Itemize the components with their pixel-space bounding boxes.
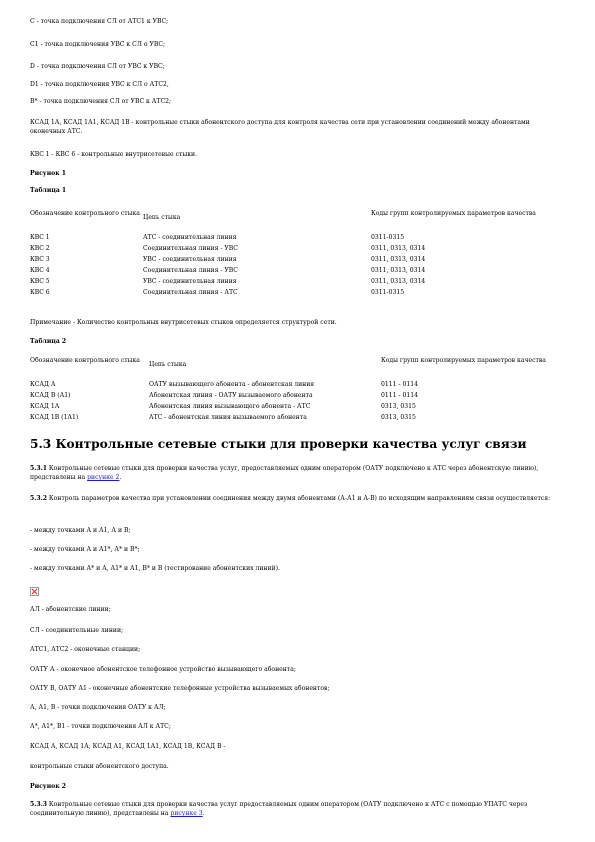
table-row <box>30 267 565 278</box>
table-cell: КВС 2 <box>30 245 50 252</box>
header-cell: Цепь стыка <box>149 361 187 368</box>
table-row <box>30 381 565 392</box>
table-row <box>30 289 565 300</box>
table-cell: КВС 4 <box>30 267 50 274</box>
broken-image-icon <box>30 587 39 596</box>
table-row <box>30 278 565 289</box>
figure-1-caption: Рисунок 1 <box>30 170 67 177</box>
bullet-item: - между точками А* и А, А1* и А1, В* и В (тестирование абонентских линий). <box>30 565 280 572</box>
table-cell: КВС 1 <box>30 234 50 241</box>
legend-item: АЛ - абонентские линии; <box>30 606 111 613</box>
table-cell: 0311, 0313, 0314 <box>371 256 426 263</box>
paragraph-text: Контрольные сетевые стыки для проверки качества услуг, предоставляемых одним оператором (ОАТУ подключено к АТС через абонентскую линию), представлены на <box>30 465 539 481</box>
table-cell: КСАД 1А <box>30 403 60 410</box>
table-cell: УВС - соединительная линия <box>143 278 237 285</box>
table-cell: Абонентская линия - ОАТУ вызываемого абонента <box>149 392 313 399</box>
paragraph-text: Контрольные сетевые стыки для проверки качества услуг предоставляемых одним оператором (ОАТУ подключено к АТС с помощью УПАТС через соединительную линию), представлены на <box>30 801 528 817</box>
point-b-text: B* - точка подключения СЛ от УВС к АТС2; <box>30 98 172 105</box>
paragraph-number: 5.3.2 <box>30 495 47 502</box>
point-d1-text: D1 - точка подключения УВС к СЛ о АТС2, <box>30 81 169 88</box>
paragraph-5-3-1 <box>30 464 565 482</box>
table-cell: КСАД А <box>30 381 56 388</box>
table-row <box>30 245 565 256</box>
table-cell: Абонентская линия вызывающего абонента - АТС <box>149 403 311 410</box>
legend-item: контрольные стыки абонентского доступа. <box>30 763 169 770</box>
table-cell: 0313, 0315 <box>381 403 416 410</box>
table-1-note: Примечание - Количество контрольных внутрисетевых стыков определяется структурой сети. <box>30 319 337 326</box>
point-c-text: С - точка подключения СЛ от АТС1 к УВС; <box>30 18 169 25</box>
table-2-caption: Таблица 2 <box>30 338 67 345</box>
table-cell: 0313, 0315 <box>381 414 416 421</box>
table-cell: АТС - абонентская линия вызываемого абонента <box>149 414 307 421</box>
table-cell: КСАД 1В (1А1) <box>30 414 79 421</box>
table-header-row <box>30 356 565 381</box>
table-cell: КСАД В (А1) <box>30 392 71 399</box>
table-1 <box>30 209 565 300</box>
paragraph-number: 5.3.1 <box>30 465 47 472</box>
point-d-text: D - точка подключения СЛ от УВС к УВС; <box>30 63 165 70</box>
table-header-row <box>30 209 565 234</box>
table-cell: Соединительная линия - УВС <box>143 267 238 274</box>
bullet-item: - между точками А и А1, А и В; <box>30 527 131 534</box>
table-cell: ОАТУ вызывающего абонента - абонентская линия <box>149 381 315 388</box>
table-row <box>30 392 565 403</box>
figure-3-link[interactable]: рисунке 3 <box>170 810 203 817</box>
paragraph-5-3-3 <box>30 800 565 818</box>
legend-item: КСАД А, КСАД 1А, КСАД А1, КСАД 1А1, КСАД 1В, КСАД В - <box>30 743 226 750</box>
table-cell: 0111 - 0114 <box>381 381 418 388</box>
header-cell: Обозначение контрольного стыка <box>30 357 140 364</box>
figure-2-link[interactable]: рисунке 2 <box>87 474 120 481</box>
table-cell: Соединительная линия - АТС <box>143 289 238 296</box>
legend-item: А, А1, В - точки подключения ОАТУ к АЛ; <box>30 704 166 711</box>
paragraph-end: . <box>202 810 205 817</box>
table-cell: Соединительная линия - УВС <box>143 245 238 252</box>
table-cell: 0111 - 0114 <box>381 392 418 399</box>
point-c1-text: С1 - точка подключения УВС к СЛ о УВС; <box>30 41 166 48</box>
table-1-caption: Таблица 1 <box>30 187 67 194</box>
table-cell: 0311-0315 <box>371 234 405 241</box>
table-row <box>30 414 565 425</box>
table-row <box>30 403 565 414</box>
table-cell: КВС 5 <box>30 278 50 285</box>
bullet-item: - между точками А и А1*, А* и В*; <box>30 546 140 553</box>
table-cell: КВС 6 <box>30 289 50 296</box>
ksad-description: КСАД 1А, КСАД 1А1, КСАД 1В - контрольные стыки абонентского доступа для контроля качества сети при установлении соединений между абонентами оконечных АТС. <box>30 119 530 135</box>
table-cell: КВС 3 <box>30 256 50 263</box>
table-cell: АТС - соединительная линия <box>143 234 237 241</box>
legend-item: АТС1, АТС2 - оконечные станции; <box>30 646 141 653</box>
figure-2-caption: Рисунок 2 <box>30 783 67 790</box>
legend-item: СЛ - соединительные линии; <box>30 627 124 634</box>
paragraph-number: 5.3.3 <box>30 801 47 808</box>
table-cell: 0311, 0313, 0314 <box>371 278 426 285</box>
paragraph-end: . <box>119 474 122 481</box>
header-cell: Цепь стыка <box>143 214 181 221</box>
legend-item: ОАТУ А - оконечное абонентское телефонное устройство вызывающего абонента; <box>30 666 296 673</box>
table-cell: 0311, 0313, 0314 <box>371 245 426 252</box>
table-cell: УВС - соединительная линия <box>143 256 237 263</box>
legend-item: А*, А1*, В1 - точки подключения АЛ к АТС; <box>30 723 171 730</box>
table-row <box>30 256 565 267</box>
table-cell: 0311-0315 <box>371 289 405 296</box>
paragraph-5-3-2 <box>30 494 565 503</box>
paragraph-text: Контроль параметров качества при установлении соединения между двумя абонентами (А-А1 и А-В) по исходящим направлениям связи осуществляется: <box>46 495 551 502</box>
table-row <box>30 234 565 245</box>
legend-item: ОАТУ В, ОАТУ А1 - оконечные абонентские телефонные устройства вызываемых абонентов; <box>30 685 330 692</box>
header-cell: Обозначение контрольного стыка <box>30 210 140 217</box>
table-2 <box>30 356 565 425</box>
header-cell: Коды групп контролируемых параметров качества <box>381 357 546 364</box>
header-cell: Коды групп контролируемых параметров качества <box>371 210 536 217</box>
kvs-description: КВС 1 - КВС 6 - контрольные внутрисетевые стыки. <box>30 151 198 158</box>
section-heading: 5.3 Контрольные сетевые стыки для проверки качества услуг связи <box>30 437 527 451</box>
table-cell: 0311, 0313, 0314 <box>371 267 426 274</box>
